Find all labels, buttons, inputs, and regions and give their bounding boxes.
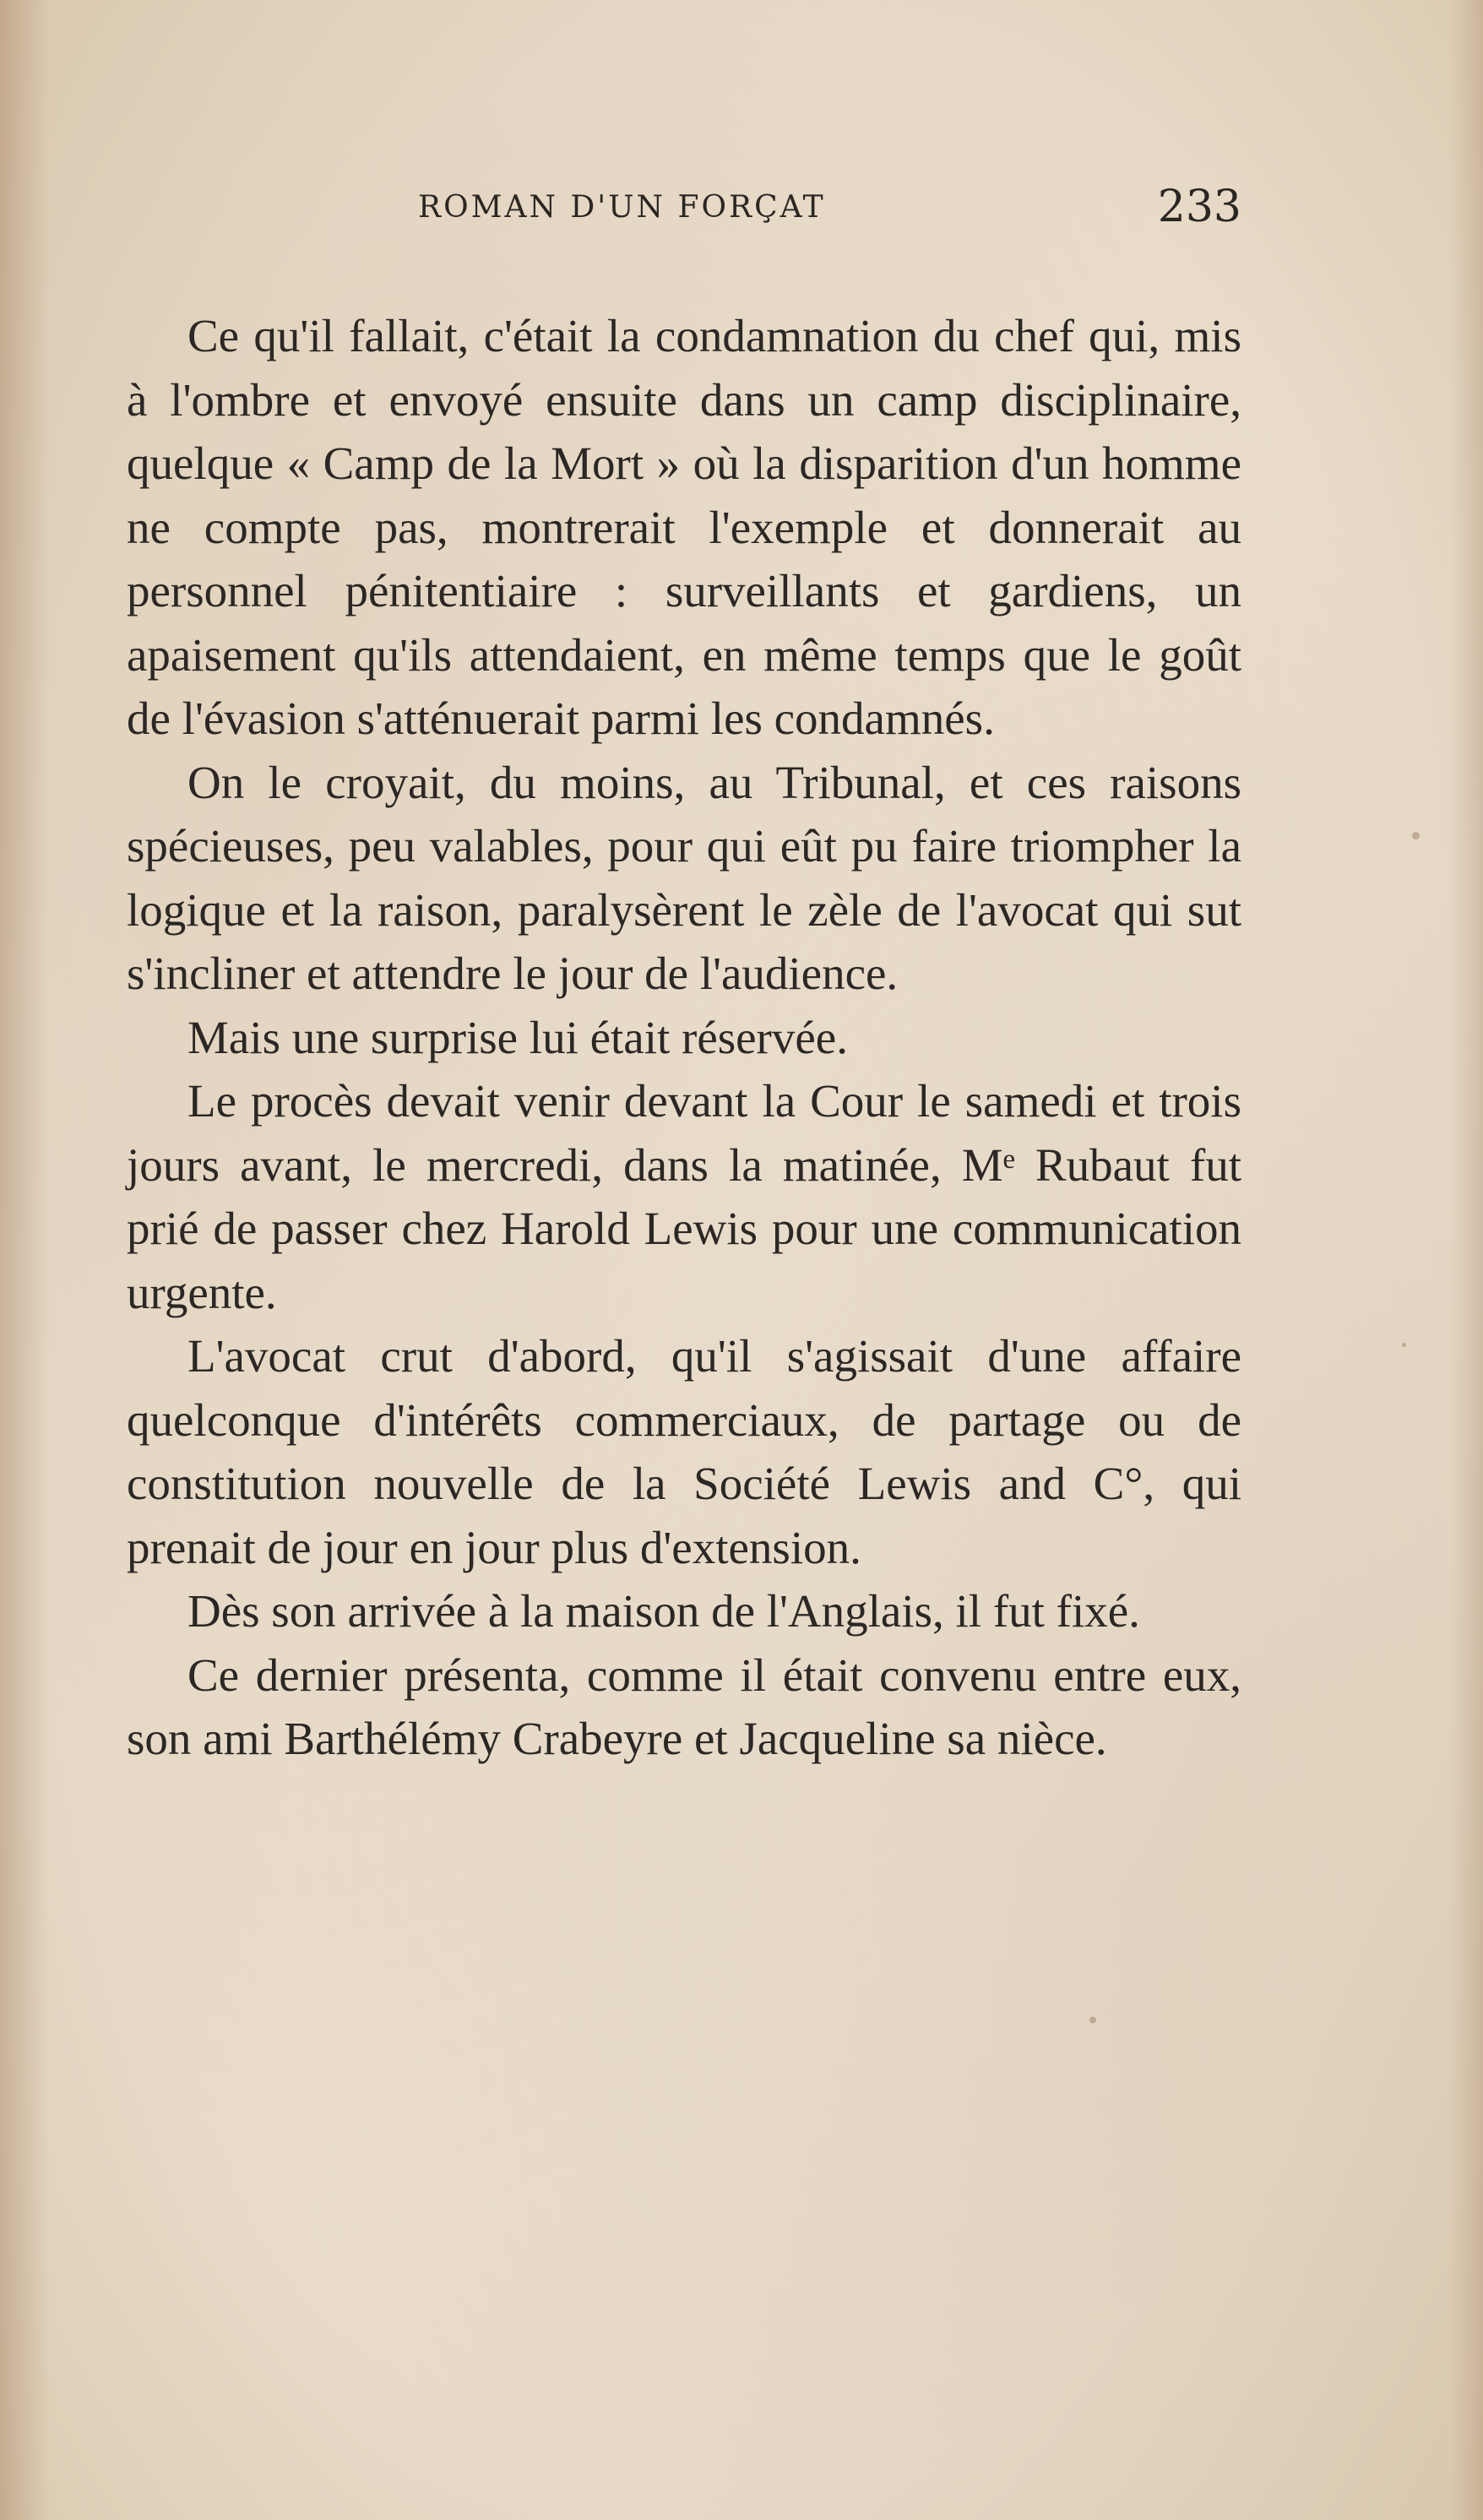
- paragraph: On le croyait, du moins, au Tribunal, et ces raisons spécieuses, peu valables, pour qui eût pu faire triompher la logique et la raison, paralysèrent le zèle de l'avocat qui sut s'incliner et attendre le jour de l'audience.: [127, 756, 1241, 999]
- page-edge-shadow-right: [1449, 0, 1483, 2520]
- paragraph: Le procès devait venir devant la Cour le samedi et trois jours avant, le mercredi, dans la matinée, Mᵉ Rubaut fut prié de passer chez Harold Lewis pour une communication urgente.: [127, 1075, 1241, 1318]
- body-text: [127, 304, 1241, 1771]
- paragraph: Ce qu'il fallait, c'était la condamnation du chef qui, mis à l'ombre et envoyé ensuite dans un camp disciplinaire, quelque « Camp de la Mort » où la disparition d'un homme ne compte pas, montrerait l'exemple et donnerait au personnel pénitentiaire : surveillants et gardiens, un apaisement qu'ils attendaient, en même temps que le goût de l'évasion s'atténuerait parmi les condamnés.: [127, 310, 1241, 744]
- paragraph: L'avocat crut d'abord, qu'il s'agissait d'une affaire quelconque d'intérêts commerciaux, de partage ou de constitution nouvelle de la Société Lewis and C°, qui prenait de jour en jour plus d'extension.: [127, 1330, 1241, 1573]
- paragraph: Dès son arrivée à la maison de l'Anglais, il fut fixé.: [187, 1585, 1140, 1637]
- paragraph: Ce dernier présenta, comme il était convenu entre eux, son ami Barthélémy Crabeyre et Jacqueline sa nièce.: [127, 1648, 1241, 1764]
- paragraph: Mais une surprise lui était réservée.: [187, 1011, 848, 1063]
- paper-speck: [1412, 832, 1420, 839]
- page-edge-shadow-left: [0, 0, 51, 2520]
- paper-speck: [1089, 2017, 1096, 2023]
- page-header: [127, 182, 1241, 241]
- page-number: 233: [1157, 182, 1241, 232]
- running-title: ROMAN D'UN FORÇAT: [418, 190, 826, 225]
- paper-speck: [1402, 1343, 1406, 1347]
